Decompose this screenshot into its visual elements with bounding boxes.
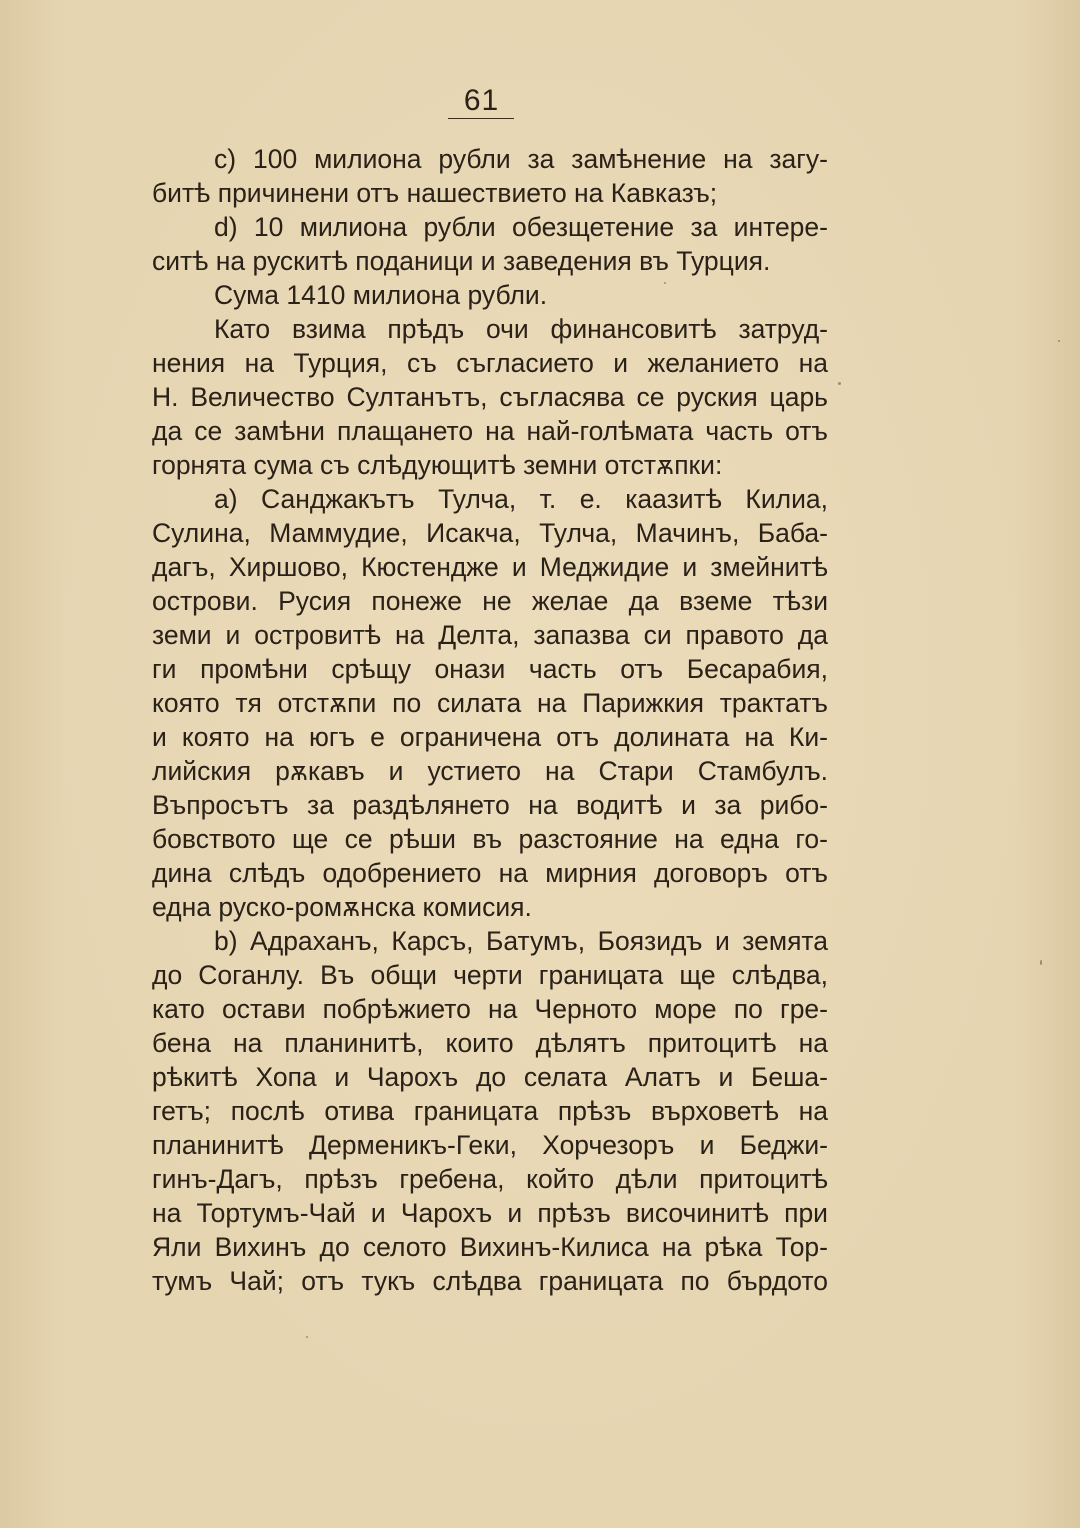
text-line: като остави побрѣжието на Черното море по гре-	[152, 994, 828, 1024]
text-line: ги промѣни срѣщу онази часть отъ Бесарабия,	[152, 654, 828, 684]
text-line: която тя отстѫпи по силата на Парижкия трактатъ	[152, 688, 828, 718]
text-line: до Соганлу. Въ общи черти границата ще слѣдва,	[152, 960, 828, 990]
text-line: c) 100 милиона рубли за замѣнение на загу-	[214, 144, 828, 174]
text-line: тумъ Чай; отъ тукъ слѣдва границата по бърдото	[152, 1266, 828, 1296]
text-line: a) Санджакътъ Тулча, т. е. каазитѣ Килиа,	[214, 484, 828, 514]
paper-speck	[664, 282, 666, 284]
text-line: дагъ, Хиршово, Кюстендже и Меджидие и змейнитѣ	[152, 552, 828, 582]
text-line: Н. Величество Султанътъ, съгласява се руския царь	[152, 382, 828, 412]
text-line: Като взима прѣдъ очи финансовитѣ затруд-	[214, 314, 828, 344]
text-line: b) Адраханъ, Карсъ, Батумъ, Боязидъ и земята	[214, 926, 828, 956]
text-line: битѣ причинени отъ нашествието на Кавказъ;	[152, 178, 718, 208]
paper-speck	[1058, 340, 1060, 342]
paper-speck	[306, 1336, 308, 1338]
text-line: нения на Турция, съ съгласието и желанието на	[152, 348, 828, 378]
text-line: планинитѣ Дерменикъ-Геки, Хорчезоръ и Беджи-	[152, 1130, 828, 1160]
text-line: гетъ; послѣ отива границата прѣзъ върховетѣ на	[152, 1096, 828, 1126]
text-line: една руско-ромѫнска комисия.	[152, 892, 532, 922]
header-rule	[448, 118, 514, 119]
paper-speck	[838, 382, 841, 385]
text-line: Яли Вихинъ до селото Вихинъ-Килиса на рѣка Тор-	[152, 1232, 828, 1262]
text-line: гинъ-Дагъ, прѣзъ гребена, който дѣли притоцитѣ	[152, 1164, 828, 1194]
text-line: горнята сума съ слѣдующитѣ земни отстѫпки:	[152, 450, 723, 480]
text-line: d) 10 милиона рубли обезщетение за интере-	[214, 212, 828, 242]
text-line: лийския рѫкавъ и устието на Стари Стамбулъ.	[152, 756, 828, 786]
text-line: острови. Русия понеже не желае да вземе тѣзи	[152, 586, 828, 616]
text-line: бовството ще се рѣши въ разстояние на една го-	[152, 824, 828, 854]
text-line: да се замѣни плащането на най-голѣмата часть отъ	[152, 416, 828, 446]
text-line: земи и островитѣ на Делта, запазва си правото да	[152, 620, 828, 650]
page-number: 61	[463, 84, 500, 117]
text-line: Сума 1410 милиона рубли.	[214, 280, 548, 310]
text-line: Сулина, Маммудие, Исакча, Тулча, Мачинъ, Баба-	[152, 518, 828, 548]
paper-speck	[1040, 960, 1042, 965]
text-line: на Тортумъ-Чай и Чарохъ и прѣзъ височинитѣ при	[152, 1198, 828, 1228]
text-line: ситѣ на рускитѣ поданици и заведения въ Турция.	[152, 246, 771, 276]
text-line: и която на югъ е ограничена отъ долината на Ки-	[152, 722, 828, 752]
text-line: Въпросътъ за раздѣлянето на водитѣ и за рибо-	[152, 790, 828, 820]
text-line: дина слѣдъ одобрението на мирния договоръ отъ	[152, 858, 828, 888]
page-body-text	[152, 142, 828, 1298]
text-line: рѣкитѣ Хопа и Чарохъ до селата Алатъ и Беша-	[152, 1062, 828, 1092]
text-line: бена на планинитѣ, които дѣлятъ притоцитѣ на	[152, 1028, 828, 1058]
